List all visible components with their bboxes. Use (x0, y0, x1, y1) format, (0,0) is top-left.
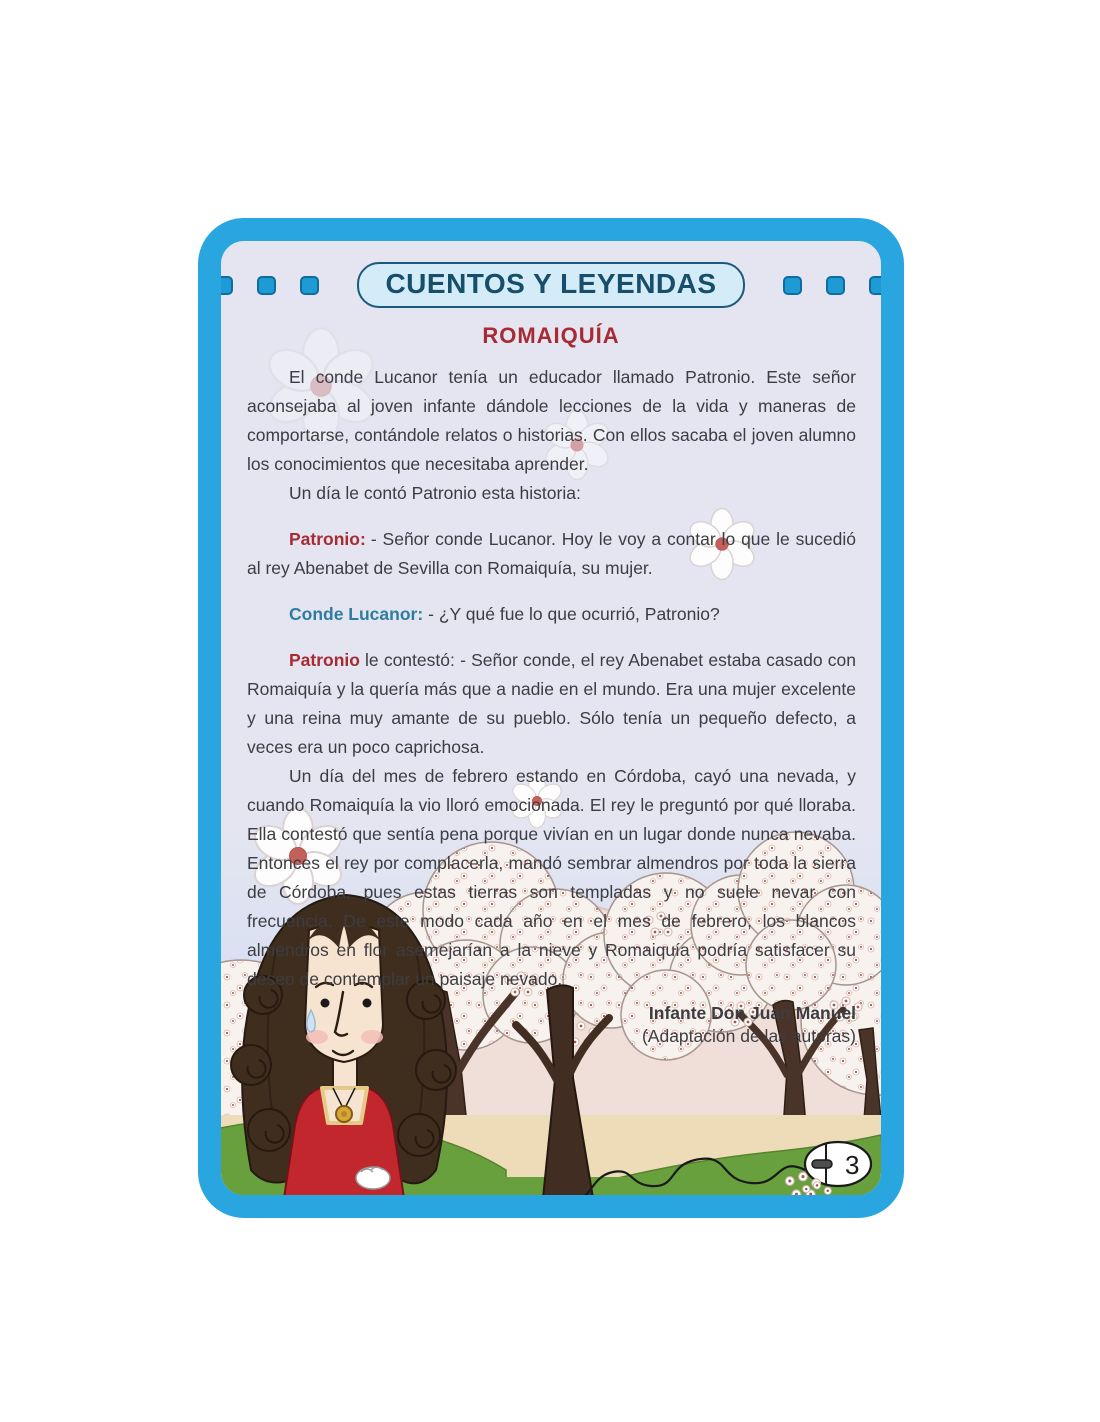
film-square-icon (257, 276, 276, 295)
dialogue-patronio-1 (247, 525, 856, 583)
film-square-icon (214, 276, 233, 295)
paragraph-intro: El conde Lucanor tenía un educador llamado Patronio. Este señor aconsejaba al joven infante dándole lecciones de la vida y maneras de comportarse, contándole relatos o historias. Con ellos sacaba el joven alumno los conocimientos que necesitaba aprender. (247, 367, 856, 474)
page-number: 3 (845, 1150, 860, 1180)
dialogue-text: - ¿Y qué fue lo que ocurrió, Patronio? (428, 604, 720, 624)
story-text (221, 363, 881, 1048)
signature-block (247, 1002, 856, 1048)
speaker-patronio: Patronio (289, 650, 360, 670)
dialogue-conde-lucanor (247, 600, 856, 629)
hands (356, 1167, 390, 1189)
page-frame (198, 218, 904, 1218)
dialogue-text: - Señor conde Lucanor. Hoy le voy a contar lo que le sucedió al rey Abenabet de Sevilla con Romaiquía, su mujer. (247, 529, 856, 578)
adaptation-note: (Adaptación de las autoras) (641, 1026, 856, 1046)
film-square-icon (300, 276, 319, 295)
dialogue-patronio-2 (247, 646, 856, 762)
author-name: Infante Don Juan Manuel (648, 1003, 856, 1023)
speaker-patronio: Patronio: (289, 529, 366, 549)
film-square-icon (826, 276, 845, 295)
film-square-icon (869, 276, 888, 295)
speaker-conde-lucanor: Conde Lucanor: (289, 604, 424, 624)
section-banner (357, 262, 744, 308)
header-band (221, 262, 881, 308)
story-title: ROMAIQUÍA (482, 323, 620, 348)
mouse-wheel-icon (812, 1160, 832, 1168)
film-square-icon (783, 276, 802, 295)
paragraph-lead-in: Un día le contó Patronio esta historia: (289, 483, 581, 503)
section-banner-label: CUENTOS Y LEYENDAS (385, 268, 717, 299)
paragraph-story: Un día del mes de febrero estando en Córdoba, cayó una nevada, y cuando Romaiquía la vio lloró emocionada. El rey le preguntó por qué lloraba. Ella contestó que sentía pena porque vivían en un lugar donde nunca nevaba. Entonces el rey por complacerla, mandó sembrar almendros por toda la sierra de Córdoba, pues estas tierras son templadas y no suele nevar con frecuencia. De este modo cada año en el mes de febrero, los blancos almendros en flor asemejarían a la nieve y Romaiquía podría satisfacer su deseo de contemplar un paisaje nevado. (247, 766, 856, 989)
dialogue-text: le contestó: - Señor conde, el rey Abenabet estaba casado con Romaiquía y la quería más que a nadie en el mundo. Era una mujer excelente y una reina muy amante de su pueblo. Sólo tenía un pequeño defecto, a veces era un poco caprichosa. (247, 650, 856, 757)
